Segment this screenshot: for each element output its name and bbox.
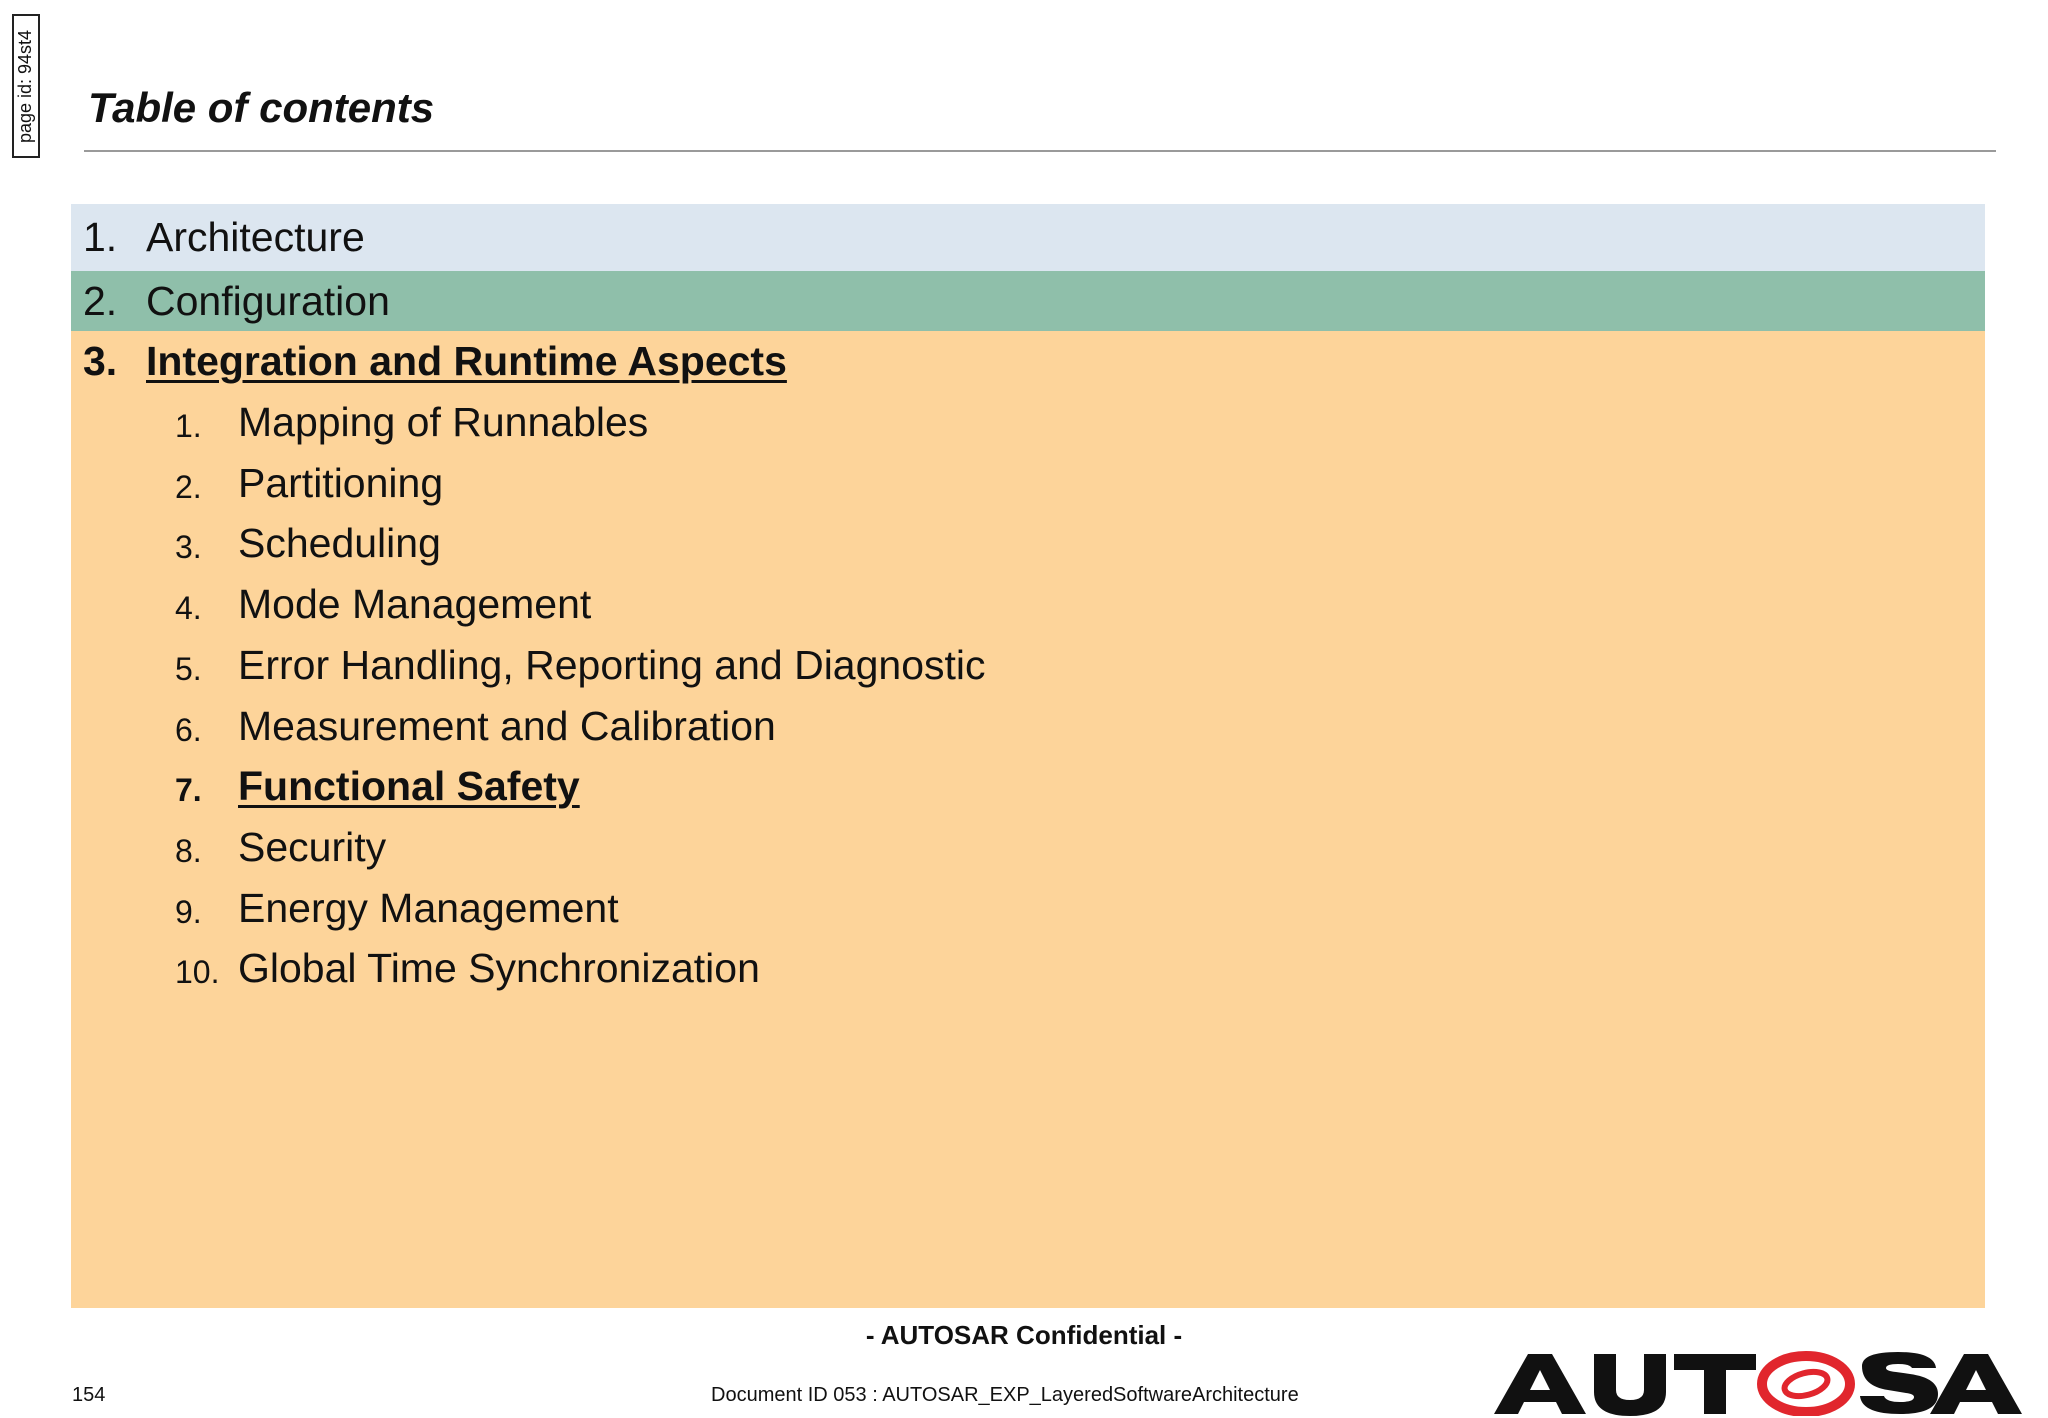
page-id-box <box>12 14 40 158</box>
subsection-number: 3. <box>175 529 202 565</box>
subsection-label: Energy Management <box>238 884 619 931</box>
subsection-label: Functional Safety <box>238 762 580 809</box>
page-title: Table of contents <box>88 84 435 131</box>
confidential-notice: - AUTOSAR Confidential - <box>865 1320 1183 1350</box>
subsection-number: 10. <box>175 954 220 990</box>
page-id-text: page id: 94st4 <box>15 29 36 143</box>
section-number: 1. <box>83 213 118 260</box>
subsection-number: 7. <box>175 772 202 808</box>
subsection-number: 6. <box>175 712 202 748</box>
subsection-label: Error Handling, Reporting and Diagnostic <box>238 641 986 688</box>
title-divider <box>84 150 1996 152</box>
section-label: Architecture <box>146 213 365 260</box>
subsection-number: 9. <box>175 894 202 930</box>
subsection-number: 5. <box>175 651 202 687</box>
subsection-label: Measurement and Calibration <box>238 702 776 749</box>
subsection-label: Scheduling <box>238 519 441 566</box>
page-number: 154 <box>72 1384 106 1406</box>
subsection-number: 8. <box>175 833 202 869</box>
subsection-label: Security <box>238 823 387 870</box>
section-label: Configuration <box>146 277 390 324</box>
section-number: 2. <box>83 277 118 324</box>
autosar-logo-icon <box>1494 1350 2044 1416</box>
subsection-label: Mapping of Runnables <box>238 398 649 445</box>
subsection-label: Mode Management <box>238 580 592 627</box>
subsection-number: 1. <box>175 408 202 444</box>
section-label: Integration and Runtime Aspects <box>146 337 787 384</box>
section-number: 3. <box>83 337 118 384</box>
document-id: Document ID 053 : AUTOSAR_EXP_LayeredSoftwareArchitecture <box>711 1384 1299 1406</box>
subsection-label: Partitioning <box>238 459 444 506</box>
table-of-contents <box>71 204 1985 1308</box>
subsection-number: 2. <box>175 469 202 505</box>
subsection-number: 4. <box>175 590 202 626</box>
subsection-label: Global Time Synchronization <box>238 944 760 991</box>
